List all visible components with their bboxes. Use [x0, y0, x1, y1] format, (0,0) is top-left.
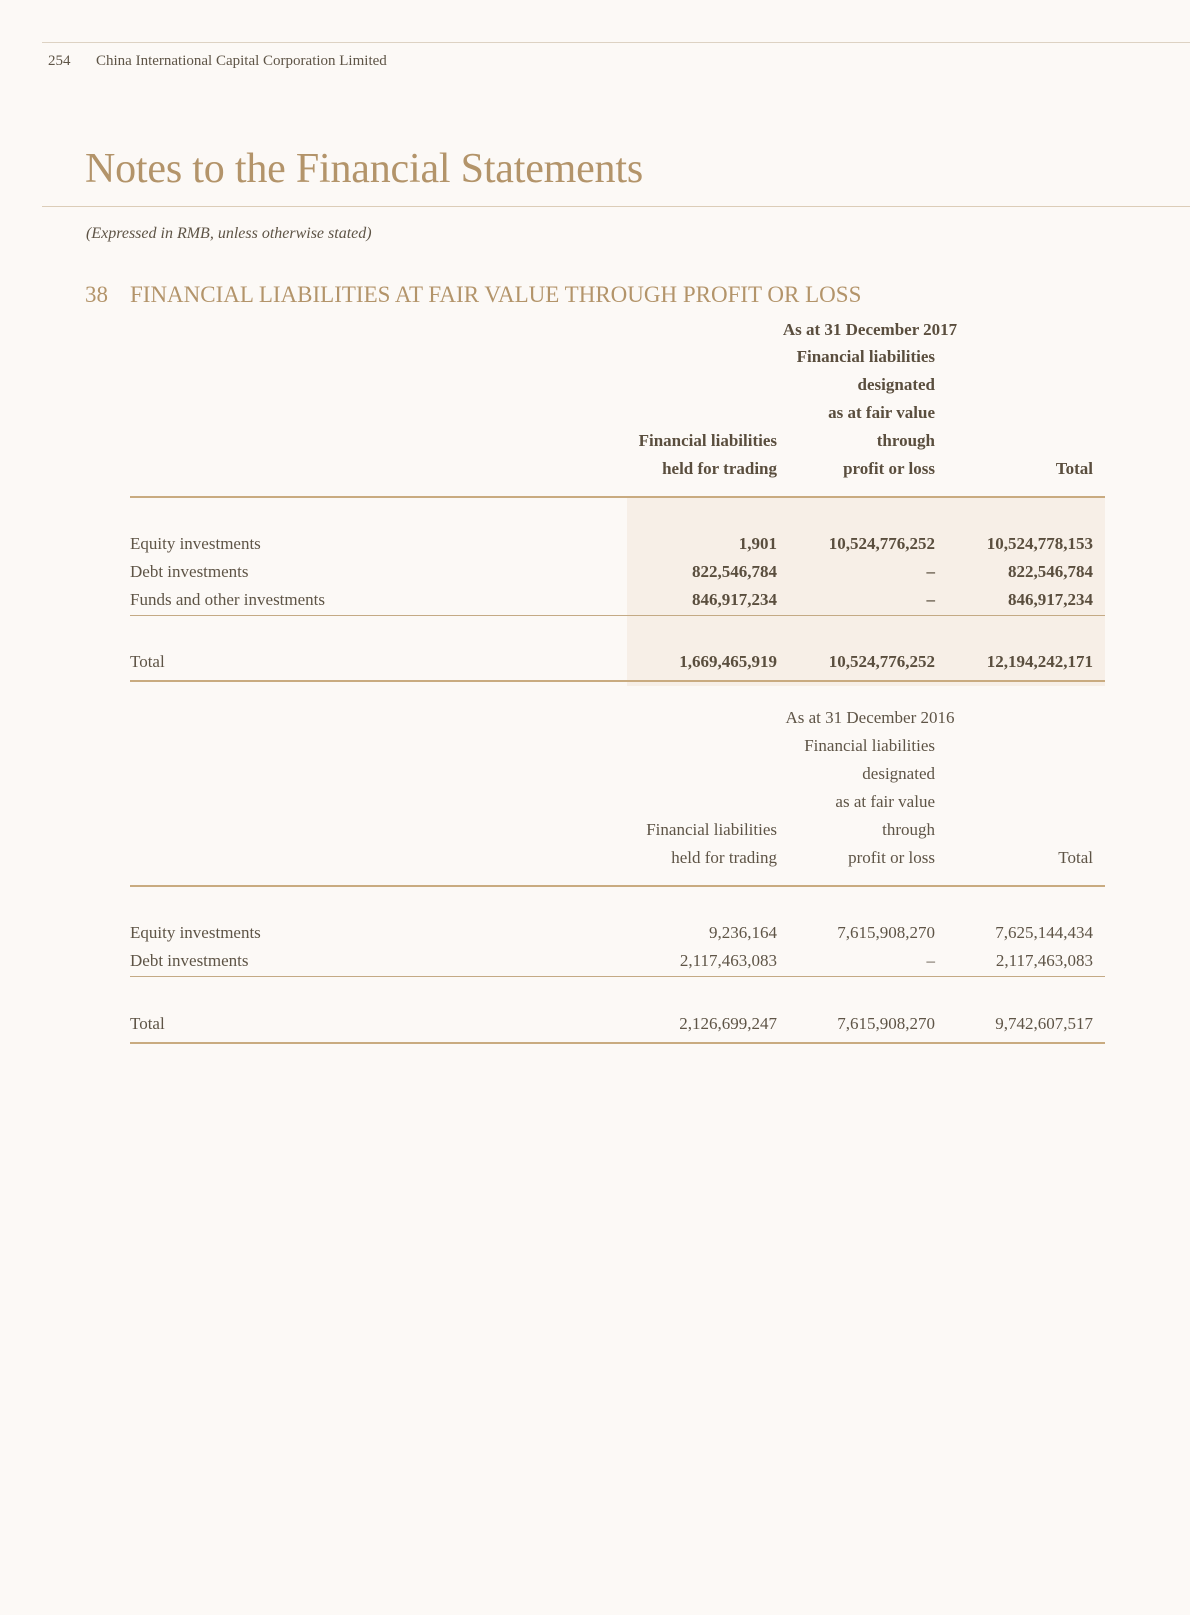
- total-value: 846,917,234: [1008, 590, 1093, 609]
- col2-header-line: designated: [857, 375, 935, 394]
- designated-value: –: [926, 590, 935, 609]
- row-label: Total: [130, 652, 165, 671]
- row-label: Debt investments: [130, 951, 249, 970]
- row-label: Equity investments: [130, 534, 261, 553]
- total-rule: [130, 680, 1105, 682]
- table-row: [130, 588, 1105, 612]
- designated-total: 10,524,776,252: [828, 652, 935, 671]
- running-head: [48, 53, 387, 70]
- row-label: Funds and other investments: [130, 590, 326, 609]
- col1-header-line: held for trading: [671, 848, 777, 867]
- col2-header-line: as at fair value: [828, 403, 935, 422]
- table-row: [130, 560, 1105, 584]
- col2-header-line: as at fair value: [835, 792, 935, 811]
- table-2017: [130, 318, 1105, 688]
- subtotal-rule: [130, 615, 1105, 616]
- table-2016: [130, 708, 1105, 1048]
- col1-header-line: held for trading: [662, 459, 777, 478]
- grand-total: 12,194,242,171: [986, 652, 1093, 671]
- held-for-trading-value: 9,236,164: [709, 923, 777, 942]
- company-name: China International Capital Corporation Limited: [96, 53, 387, 69]
- total-value: 822,546,784: [1008, 562, 1093, 581]
- designated-total: 7,615,908,270: [837, 1014, 935, 1033]
- total-row: [130, 1012, 1105, 1036]
- period-header: As at 31 December 2016: [785, 708, 955, 727]
- table-row: [130, 921, 1105, 945]
- period-header: As at 31 December 2017: [782, 320, 958, 339]
- title-rule: [42, 206, 1190, 207]
- page-title: Notes to the Financial Statements: [85, 146, 643, 192]
- table-row: [130, 949, 1105, 973]
- designated-value: 7,615,908,270: [837, 923, 935, 942]
- section-heading: [85, 282, 861, 308]
- col2-header-line: Financial liabilities: [804, 736, 935, 755]
- col1-header-line: Financial liabilities: [638, 431, 777, 450]
- held-for-trading-value: 1,901: [738, 534, 777, 553]
- currency-note: (Expressed in RMB, unless otherwise stated): [86, 225, 372, 242]
- total-rule: [130, 1042, 1105, 1044]
- designated-value: 10,524,776,252: [828, 534, 935, 553]
- section-number: 38: [85, 282, 108, 307]
- designated-value: –: [926, 562, 935, 581]
- subtotal-rule: [130, 976, 1105, 977]
- total-value: 10,524,778,153: [986, 534, 1093, 553]
- total-value: 7,625,144,434: [995, 923, 1093, 942]
- held-for-trading-value: 846,917,234: [692, 590, 777, 609]
- table-row: [130, 532, 1105, 556]
- row-label: Debt investments: [130, 562, 249, 581]
- total-value: 2,117,463,083: [995, 951, 1093, 970]
- col2-header-line: profit or loss: [848, 848, 935, 867]
- designated-value: –: [926, 951, 935, 970]
- section-title: FINANCIAL LIABILITIES AT FAIR VALUE THROUGH PROFIT OR LOSS: [130, 282, 862, 307]
- page-number: 254: [48, 53, 71, 69]
- col2-header-line: designated: [862, 764, 935, 783]
- col2-header-line: through: [882, 820, 935, 839]
- held-for-trading-total: 1,669,465,919: [679, 652, 777, 671]
- held-for-trading-value: 822,546,784: [692, 562, 777, 581]
- header-rule: [130, 496, 1105, 498]
- col1-header-line: Financial liabilities: [646, 820, 777, 839]
- col2-header-line: Financial liabilities: [796, 347, 935, 366]
- col3-header-line: Total: [1055, 459, 1093, 478]
- grand-total: 9,742,607,517: [995, 1014, 1093, 1033]
- header-rule: [130, 885, 1105, 887]
- held-for-trading-value: 2,117,463,083: [679, 951, 777, 970]
- col2-header-line: profit or loss: [843, 459, 935, 478]
- col2-header-line: through: [876, 431, 935, 450]
- held-for-trading-total: 2,126,699,247: [679, 1014, 777, 1033]
- top-rule: [42, 42, 1190, 43]
- row-label: Equity investments: [130, 923, 261, 942]
- total-row: [130, 650, 1105, 674]
- row-label: Total: [130, 1014, 165, 1033]
- col3-header-line: Total: [1058, 848, 1093, 867]
